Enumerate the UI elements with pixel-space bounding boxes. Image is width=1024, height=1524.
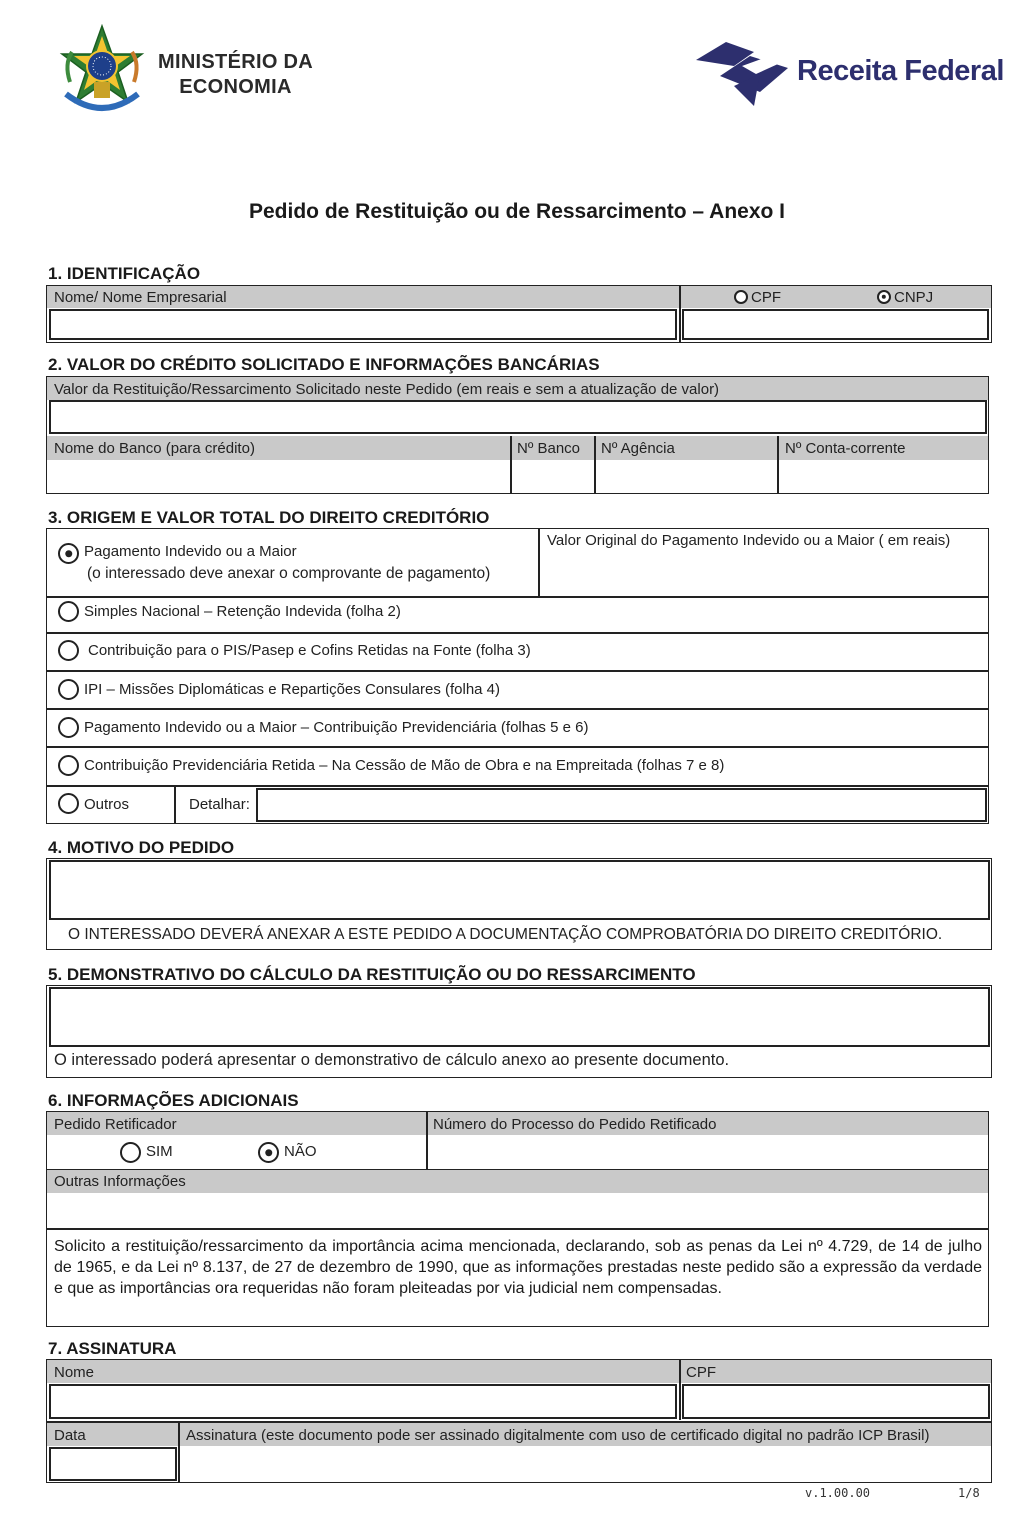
divider bbox=[47, 785, 988, 787]
divider bbox=[174, 786, 176, 823]
detalhar-label: Detalhar: bbox=[189, 796, 250, 813]
outras-info-header-band bbox=[47, 1170, 988, 1193]
pagamento-indevido-radio[interactable] bbox=[58, 543, 79, 564]
detalhar-input[interactable] bbox=[256, 788, 987, 822]
assinatura-input[interactable] bbox=[180, 1447, 990, 1481]
cpf-radio[interactable] bbox=[734, 290, 748, 304]
coat-of-arms-logo bbox=[56, 24, 148, 120]
ministry-line2: ECONOMIA bbox=[179, 76, 292, 98]
previdenciaria-label: Pagamento Indevido ou a Maior – Contribuição Previdenciária (folhas 5 e 6) bbox=[84, 719, 589, 736]
divider bbox=[47, 746, 988, 748]
assinatura-cpf-input[interactable] bbox=[682, 1384, 990, 1419]
assinatura-nome-label: Nome bbox=[54, 1364, 95, 1381]
nao-radio[interactable] bbox=[258, 1142, 279, 1163]
nome-empresarial-input[interactable] bbox=[49, 309, 677, 340]
ministry-line1: MINISTÉRIO DA bbox=[158, 51, 314, 73]
assinatura-nome-input[interactable] bbox=[49, 1384, 677, 1419]
pagamento-indevido-label: Pagamento Indevido ou a Maior bbox=[84, 543, 297, 560]
declaracao-text: Solicito a restituição/ressarcimento da importância acima mencionada, declarando, sob as penas da Lei nº 4.729, de 14 de julho de 1965, e da Lei nº 8.137, de 27 de dezembro de 1990, que as informações prestadas neste pedido são a expressão da verdade e que as importâncias ora requeridas não foram pleiteadas por via judicial nem compensadas. bbox=[54, 1238, 982, 1297]
divider bbox=[47, 708, 988, 710]
pis-cofins-label: Contribuição para o PIS/Pasep e Cofins Retidas na Fonte (folha 3) bbox=[88, 642, 531, 659]
agencia-label: Nº Agência bbox=[601, 440, 675, 457]
nome-empresarial-label: Nome/ Nome Empresarial bbox=[54, 289, 227, 306]
divider bbox=[47, 670, 988, 672]
valor-solicitado-label: Valor da Restituição/Ressarcimento Solicitado neste Pedido (em reais e sem a atualização de valor) bbox=[54, 381, 720, 398]
section-6-title: 6. INFORMAÇÕES ADICIONAIS bbox=[48, 1091, 299, 1110]
outros-label: Outros bbox=[84, 796, 130, 813]
simples-nacional-radio[interactable] bbox=[58, 601, 79, 622]
divider bbox=[47, 632, 988, 634]
cpf-radio-label: CPF bbox=[751, 289, 781, 306]
sim-label: SIM bbox=[146, 1143, 173, 1160]
receita-federal-logo-icon bbox=[694, 36, 794, 108]
divider bbox=[679, 286, 681, 342]
nome-banco-input[interactable] bbox=[48, 461, 509, 492]
receita-federal-wordmark: Receita Federal bbox=[797, 55, 1004, 87]
conta-corrente-label: Nº Conta-corrente bbox=[785, 440, 906, 457]
cnpj-radio[interactable] bbox=[877, 290, 891, 304]
agencia-input[interactable] bbox=[596, 461, 776, 492]
ministry-name bbox=[158, 50, 313, 100]
assinatura-label: Assinatura (este documento pode ser assinado digitalmente com uso de certificado digital no padrão ICP Brasil) bbox=[186, 1427, 930, 1444]
previdenciaria-radio[interactable] bbox=[58, 717, 79, 738]
document-title: Pedido de Restituição ou de Ressarcimento – Anexo I bbox=[248, 200, 786, 223]
previdenciaria-retida-label: Contribuição Previdenciária Retida – Na Cessão de Mão de Obra e na Empreitada (folhas 7 e 8) bbox=[84, 757, 725, 774]
valor-solicitado-input[interactable] bbox=[49, 400, 987, 434]
assinatura-header-band bbox=[47, 1360, 991, 1383]
section-3-title: 3. ORIGEM E VALOR TOTAL DO DIREITO CREDITÓRIO bbox=[48, 508, 490, 527]
valor-original-input[interactable] bbox=[540, 556, 987, 595]
data-label: Data bbox=[54, 1427, 86, 1444]
demonstrativo-note: O interessado poderá apresentar o demonstrativo de cálculo anexo ao presente documento. bbox=[54, 1051, 730, 1069]
motivo-note: O INTERESSADO DEVERÁ ANEXAR A ESTE PEDIDO A DOCUMENTAÇÃO COMPROBATÓRIA DO DIREITO CREDITÓRIO. bbox=[68, 926, 943, 943]
outras-informacoes-label: Outras Informações bbox=[54, 1173, 186, 1190]
cpf-cnpj-input[interactable] bbox=[682, 309, 989, 340]
section-4-title: 4. MOTIVO DO PEDIDO bbox=[48, 838, 235, 857]
pedido-retificador-label: Pedido Retificador bbox=[54, 1116, 177, 1133]
nao-label: NÃO bbox=[284, 1143, 317, 1160]
conta-corrente-input[interactable] bbox=[779, 461, 987, 492]
section-1-title: 1. IDENTIFICAÇÃO bbox=[48, 264, 201, 283]
numero-banco-input[interactable] bbox=[512, 461, 593, 492]
simples-nacional-label: Simples Nacional – Retenção Indevida (folha 2) bbox=[84, 603, 401, 620]
numero-processo-input[interactable] bbox=[428, 1136, 987, 1168]
divider bbox=[679, 1360, 681, 1420]
outros-radio[interactable] bbox=[58, 793, 79, 814]
pis-cofins-radio[interactable] bbox=[58, 640, 79, 661]
numero-processo-label: Número do Processo do Pedido Retificado bbox=[433, 1116, 717, 1133]
numero-banco-label: Nº Banco bbox=[517, 440, 581, 457]
ipi-label: IPI – Missões Diplomáticas e Repartições Consulares (folha 4) bbox=[84, 681, 501, 698]
version-label: v.1.00.00 bbox=[805, 1486, 871, 1500]
demonstrativo-input[interactable] bbox=[49, 987, 990, 1047]
assinatura-cpf-label: CPF bbox=[686, 1364, 716, 1381]
previdenciaria-retida-radio[interactable] bbox=[58, 755, 79, 776]
divider bbox=[47, 1228, 988, 1230]
page-number: 1/8 bbox=[958, 1486, 980, 1500]
valor-original-label: Valor Original do Pagamento Indevido ou a Maior ( em reais) bbox=[547, 532, 951, 549]
data-input[interactable] bbox=[49, 1447, 177, 1481]
pagamento-indevido-note: (o interessado deve anexar o comprovante de pagamento) bbox=[87, 565, 491, 582]
section-5-title: 5. DEMONSTRATIVO DO CÁLCULO DA RESTITUIÇÃO OU DO RESSARCIMENTO bbox=[48, 965, 696, 984]
motivo-input[interactable] bbox=[49, 860, 990, 920]
ipi-radio[interactable] bbox=[58, 679, 79, 700]
sim-radio[interactable] bbox=[120, 1142, 141, 1163]
outras-informacoes-input[interactable] bbox=[48, 1194, 987, 1227]
cnpj-radio-label: CNPJ bbox=[894, 289, 934, 306]
section-7-title: 7. ASSINATURA bbox=[48, 1339, 177, 1358]
nome-banco-label: Nome do Banco (para crédito) bbox=[54, 440, 255, 457]
divider bbox=[47, 596, 988, 598]
section-2-title: 2. VALOR DO CRÉDITO SOLICITADO E INFORMAÇÕES BANCÁRIAS bbox=[48, 355, 600, 374]
